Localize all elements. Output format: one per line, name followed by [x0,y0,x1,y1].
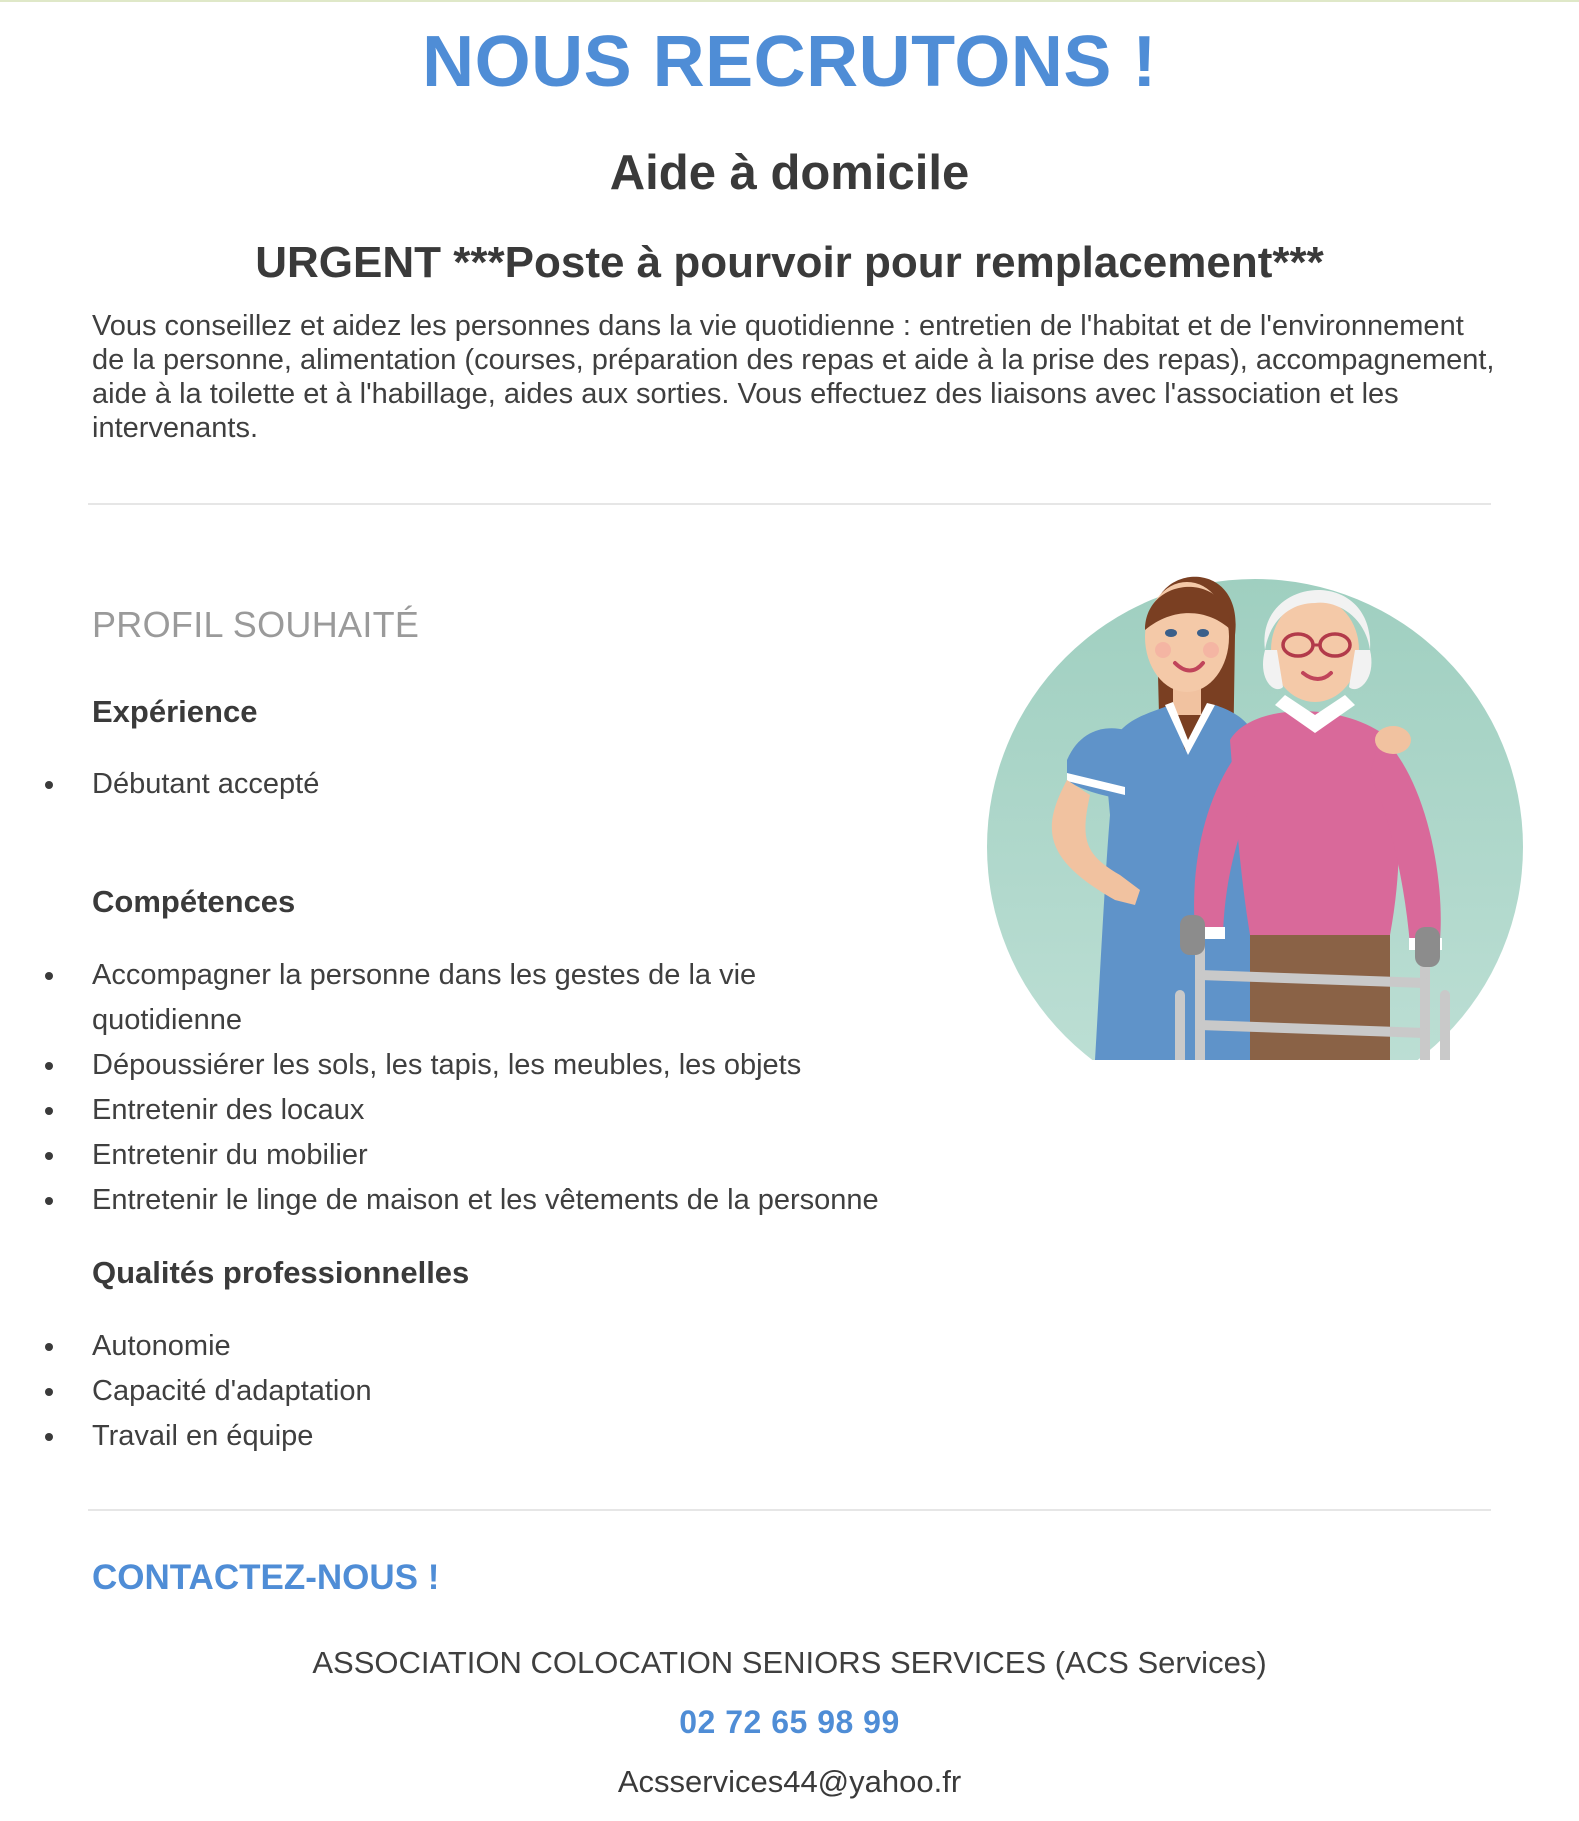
skills-heading: Compétences [92,884,296,919]
job-title: Aide à domicile [609,146,970,200]
skills-list [0,953,900,1223]
bullet-icon [45,781,53,789]
list-item [0,1133,900,1178]
bullet-icon [45,1388,53,1396]
bullet-icon [45,972,53,980]
bullet-icon [45,1062,53,1070]
divider [88,1509,1491,1511]
list-item-text: Entretenir le linge de maison et les vêtements de la personne [92,1184,879,1216]
profile-heading: PROFIL SOUHAITÉ [92,604,420,645]
contact-heading: CONTACTEZ-NOUS ! [92,1558,440,1597]
bullet-icon [45,1433,53,1441]
list-item-text: Entretenir du mobilier [92,1139,368,1171]
page-title: NOUS RECRUTONS ! [422,22,1157,102]
list-item-text: Entretenir des locaux [92,1094,365,1126]
urgent-notice: URGENT ***Poste à pourvoir pour remplacement*** [255,238,1324,287]
list-item-text: Accompagner la personne dans les gestes de la vie quotidienne [92,959,757,1036]
list-item [0,1369,900,1414]
bullet-icon [45,1343,53,1351]
list-item [0,1414,900,1459]
list-item-text: Travail en équipe [92,1420,314,1452]
list-item [0,762,900,807]
list-item-text: Dépoussiérer les sols, les tapis, les meubles, les objets [92,1049,802,1081]
association-name: ASSOCIATION COLOCATION SENIORS SERVICES (ACS Services) [312,1645,1267,1680]
qualities-list [0,1324,900,1459]
list-item [0,1324,900,1369]
qualities-heading: Qualités professionnelles [92,1255,470,1290]
caregiver-illustration [985,555,1525,1060]
list-item [0,1043,900,1088]
bullet-icon [45,1107,53,1115]
divider [88,503,1491,505]
job-description: Vous conseillez et aidez les personnes dans la vie quotidienne : entretien de l'habitat et de l'environnement de la personne, alimentation (courses, préparation des repas et aide à la prise des repas), accompagnement, aide à la toilette et à l'habillage, aides aux sorties. Vous effectuez des liaisons avec l'association et les intervenants. [92,310,1495,444]
list-item-text: Autonomie [92,1330,231,1362]
experience-heading: Expérience [92,694,258,729]
list-item [0,953,900,1043]
experience-list [0,762,900,807]
email-address[interactable]: Acsservices44@yahoo.fr [617,1764,962,1799]
list-item-text: Débutant accepté [92,768,320,800]
phone-number[interactable]: 02 72 65 98 99 [679,1704,900,1740]
list-item [0,1178,900,1223]
bullet-icon [45,1197,53,1205]
list-item [0,1088,900,1133]
list-item-text: Capacité d'adaptation [92,1375,372,1407]
bullet-icon [45,1152,53,1160]
top-rule [0,0,1579,2]
